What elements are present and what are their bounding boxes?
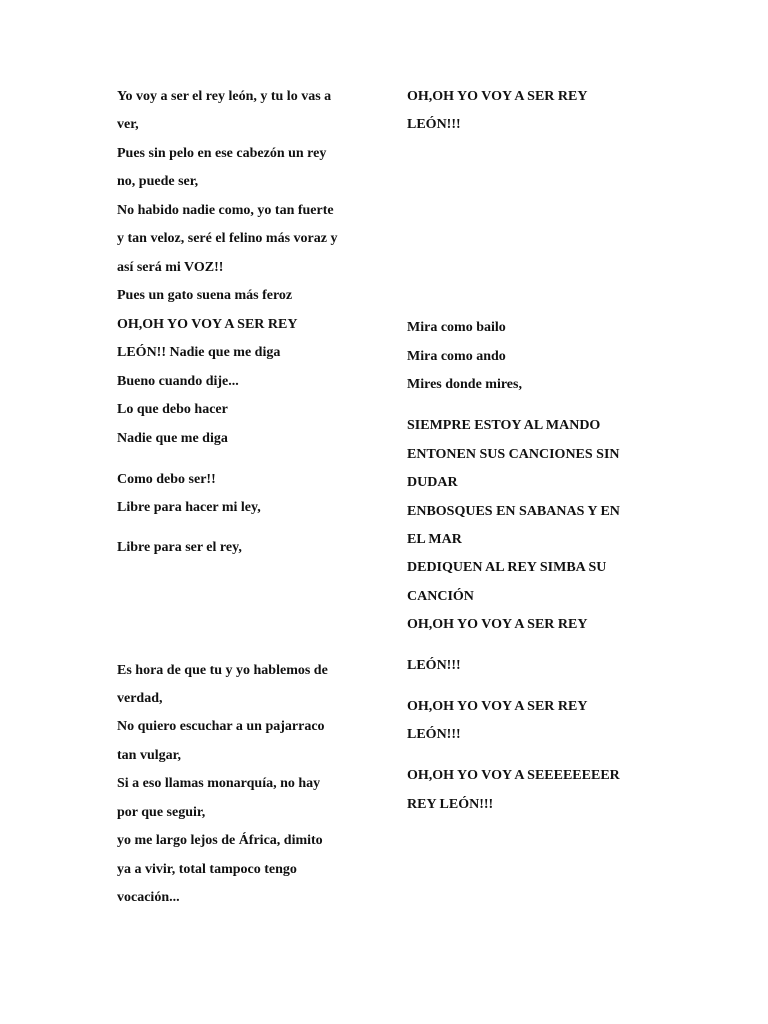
lyric-line: CANCIÓN [407,589,474,604]
lyric-line: Es hora de que tu y yo hablemos de [117,663,328,678]
lyric-line: vocación... [117,890,180,905]
lyric-line: Mira como bailo [407,320,506,335]
lyric-line: OH,OH YO VOY A SER REY [407,89,588,104]
lyric-line: SIEMPRE ESTOY AL MANDO [407,418,601,433]
lyric-line: OH,OH YO VOY A SER REY [117,317,298,332]
lyric-line: Pues un gato suena más feroz [117,288,293,303]
lyric-line: Mires donde mires, [407,377,522,392]
lyric-line: yo me largo lejos de África, dimito [117,833,323,848]
lyric-line: No quiero escuchar a un pajarraco [117,719,325,734]
lyric-line: Libre para ser el rey, [117,540,242,555]
lyric-line: LEÓN!!! [407,117,461,132]
lyric-line: OH,OH YO VOY A SEEEEEEEER [407,768,620,783]
lyric-line: y tan veloz, seré el felino más voraz y [117,231,338,246]
lyric-line: ENTONEN SUS CANCIONES SIN [407,447,620,462]
lyric-line: OH,OH YO VOY A SER REY [407,699,588,714]
lyric-line: LEÓN!!! [407,658,461,673]
lyric-line: DEDIQUEN AL REY SIMBA SU [407,560,607,575]
lyric-line: ver, [117,117,139,132]
lyric-line: DUDAR [407,475,458,490]
lyric-line: REY LEÓN!!! [407,797,494,812]
lyric-line: así será mi VOZ!! [117,260,224,275]
lyric-line: No habido nadie como, yo tan fuerte [117,203,334,218]
lyric-line: tan vulgar, [117,748,182,763]
lyric-line: ya a vivir, total tampoco tengo [117,862,297,877]
lyric-line: por que seguir, [117,805,206,820]
lyric-line: Nadie que me diga [117,431,228,446]
lyric-line: Como debo ser!! [117,472,216,487]
lyric-line: no, puede ser, [117,174,199,189]
lyric-line: LEÓN!! Nadie que me diga [117,345,281,360]
lyric-line: Pues sin pelo en ese cabezón un rey [117,146,327,161]
lyric-line: Lo que debo hacer [117,402,228,417]
lyric-line: Bueno cuando dije... [117,374,239,389]
lyric-line: Yo voy a ser el rey león, y tu lo vas a [117,89,332,104]
lyric-line: verdad, [117,691,163,706]
lyric-line: LEÓN!!! [407,727,461,742]
lyric-line: Si a eso llamas monarquía, no hay [117,776,321,791]
lyric-line: Libre para hacer mi ley, [117,500,261,515]
lyric-line: ENBOSQUES EN SABANAS Y EN [407,504,620,519]
lyric-line: Mira como ando [407,349,506,364]
lyric-line: EL MAR [407,532,462,547]
lyric-line: OH,OH YO VOY A SER REY [407,617,588,632]
